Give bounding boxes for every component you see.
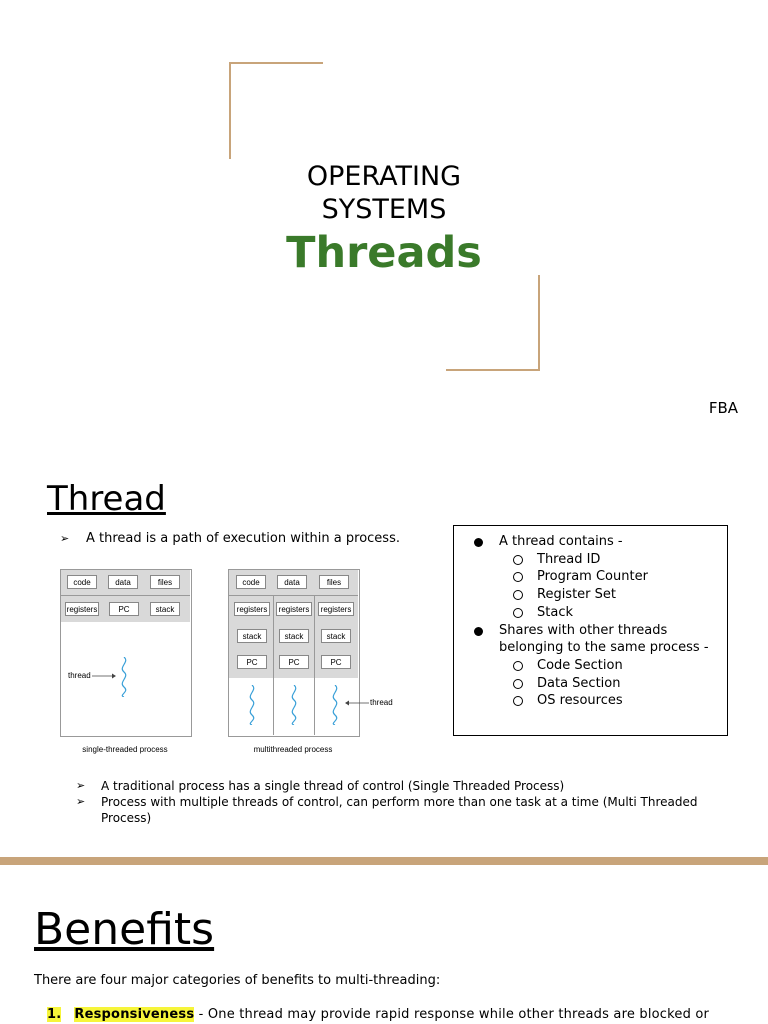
arrow-bullet-icon: ➢ <box>60 532 70 545</box>
stack-cell: stack <box>279 629 309 643</box>
thread-label: thread <box>370 698 393 707</box>
arrow-bullet-icon: ➢ <box>76 779 86 792</box>
filled-bullet-icon <box>474 627 483 636</box>
shares-item: Data Section <box>537 675 621 691</box>
stack-cell: stack <box>150 602 180 616</box>
shares-label: Shares with other threads belonging to the same process - <box>499 622 709 656</box>
registers-cell: registers <box>276 602 312 616</box>
list-item <box>454 568 727 586</box>
benefits-slide <box>0 865 768 1024</box>
note-item <box>76 794 716 826</box>
code-cell: code <box>236 575 266 589</box>
thread-slide <box>0 447 768 857</box>
thread-squiggle-icon <box>244 685 260 725</box>
topic-title: Threads <box>286 228 482 278</box>
list-item <box>454 586 727 604</box>
hollow-bullet-icon <box>513 590 523 600</box>
thread-info-box <box>453 525 728 736</box>
item-text: - One thread may provide rapid response while other threads are blocked or <box>194 1007 710 1022</box>
thread-squiggle-icon <box>116 657 132 697</box>
thread-column-divider <box>314 596 315 735</box>
item-number: 1. <box>47 1007 62 1022</box>
thread-column-divider <box>273 596 274 735</box>
files-cell: files <box>150 575 180 589</box>
list-item <box>454 533 727 551</box>
list-item <box>454 604 727 622</box>
thread-label: thread <box>68 671 91 680</box>
list-item <box>454 675 727 693</box>
code-cell: code <box>67 575 97 589</box>
benefit-item <box>47 1007 721 1022</box>
pc-cell: PC <box>279 655 309 669</box>
pc-cell: PC <box>237 655 267 669</box>
intro-text: There are four major categories of benefits to multi-threading: <box>34 973 441 988</box>
data-cell: data <box>277 575 307 589</box>
corner-bracket-top-left <box>229 62 323 159</box>
multithreaded-diagram <box>228 569 408 759</box>
data-cell: data <box>108 575 138 589</box>
hollow-bullet-icon <box>513 608 523 618</box>
registers-cell: registers <box>65 602 99 616</box>
arrow-bullet-icon: ➢ <box>76 795 86 808</box>
hollow-bullet-icon <box>513 555 523 565</box>
process-notes <box>76 778 716 826</box>
single-threaded-diagram <box>60 569 192 759</box>
list-item <box>454 551 727 569</box>
stack-cell: stack <box>321 629 351 643</box>
item-term: Responsiveness <box>74 1007 195 1022</box>
contains-item: Thread ID <box>537 551 601 567</box>
hollow-bullet-icon <box>513 696 523 706</box>
registers-cell: registers <box>234 602 270 616</box>
thread-squiggle-icon <box>327 685 343 725</box>
thread-arrow-icon <box>345 698 369 708</box>
stack-cell: stack <box>237 629 267 643</box>
filled-bullet-icon <box>474 538 483 547</box>
multi-caption: multithreaded process <box>253 745 333 754</box>
registers-cell: registers <box>318 602 354 616</box>
course-title-text: OPERATING SYSTEMS <box>306 161 462 225</box>
course-title <box>0 160 768 226</box>
slide-heading: Thread <box>47 479 166 519</box>
hollow-bullet-icon <box>513 679 523 689</box>
list-item <box>454 657 727 675</box>
title-slide <box>0 0 768 447</box>
thread-arrow-icon <box>92 671 116 681</box>
contains-item: Register Set <box>537 587 617 603</box>
list-item <box>454 622 709 657</box>
author: FBA <box>708 399 738 417</box>
slide-heading: Benefits <box>34 904 215 955</box>
hollow-bullet-icon <box>513 572 523 582</box>
pc-cell: PC <box>109 602 139 616</box>
note-text: Process with multiple threads of control, can perform more than one task at a time (Multi Threaded Process) <box>101 795 698 825</box>
contains-item: Stack <box>537 604 573 620</box>
shares-item: Code Section <box>537 657 623 673</box>
note-item <box>76 778 716 794</box>
note-text: A traditional process has a single thread of control (Single Threaded Process) <box>101 779 565 793</box>
hollow-bullet-icon <box>513 661 523 671</box>
files-cell: files <box>319 575 349 589</box>
band-divider <box>229 595 358 596</box>
contains-label: A thread contains - <box>499 534 623 549</box>
intro-line <box>60 531 400 546</box>
intro-text: A thread is a path of execution within a process. <box>86 531 400 546</box>
thread-squiggle-icon <box>286 685 302 725</box>
pc-cell: PC <box>321 655 351 669</box>
shares-item: OS resources <box>537 693 623 709</box>
single-caption: single-threaded process <box>82 745 168 754</box>
info-list <box>454 533 727 710</box>
list-item <box>454 692 727 710</box>
slide-divider <box>0 857 768 865</box>
contains-item: Program Counter <box>537 569 648 585</box>
corner-bracket-bottom-right <box>446 275 540 371</box>
band-divider <box>61 595 190 596</box>
